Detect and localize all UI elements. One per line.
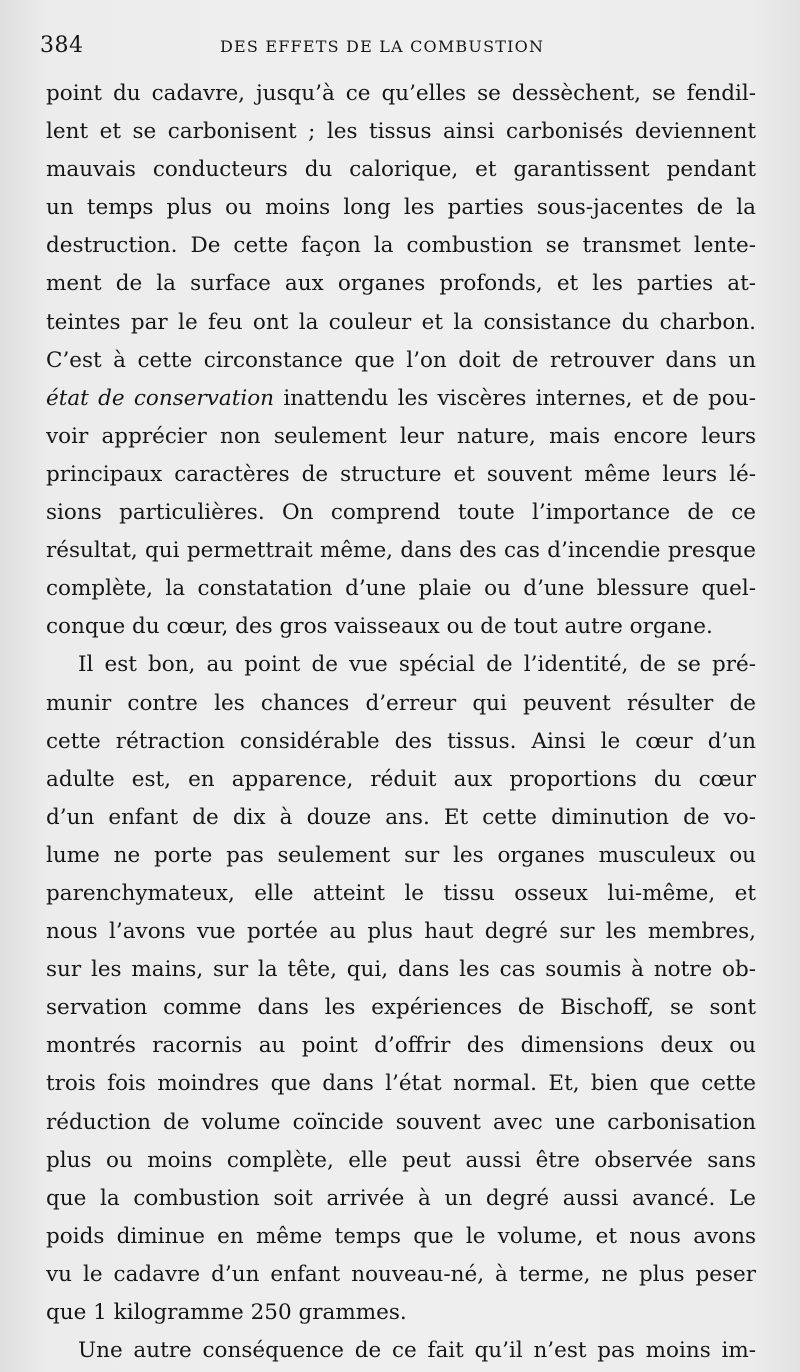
text-line: adulte est, en apparence, réduit aux proportions du cœur — [46, 766, 756, 792]
text-line: destruction. De cette façon la combustion se transmet lente- — [46, 233, 756, 259]
text-line: C’est à cette circonstance que l’on doit de retrouver dans un — [46, 347, 756, 373]
body-text — [46, 75, 756, 1370]
text-line: lent et se carbonisent ; les tissus ainsi carbonisés deviennent — [46, 119, 756, 145]
text-line: poids diminue en même temps que le volume, et nous avons — [46, 1223, 756, 1249]
running-title: DES EFFETS DE LA COMBUSTION — [220, 37, 545, 56]
text-line: que la combustion soit arrivée à un degré aussi avancé. Le — [46, 1185, 756, 1211]
text-line: complète, la constatation d’une plaie ou d’une blessure quel- — [46, 576, 756, 602]
text-line: nous l’avons vue portée au plus haut degré sur les membres, — [46, 919, 756, 945]
text-line-italic — [46, 380, 756, 418]
text-line: plus ou moins complète, elle peut aussi être observée sans — [46, 1147, 756, 1173]
page-header — [40, 33, 760, 63]
text-line: sur les mains, sur la tête, qui, dans les cas soumis à notre ob- — [46, 957, 756, 983]
text-line: conque du cœur, des gros vaisseaux ou de tout autre organe. — [46, 614, 713, 640]
paragraph-start: Une autre conséquence de ce fait qu’il n’est pas moins im- — [78, 1338, 756, 1364]
text-line: vu le cadavre d’un enfant nouveau-né, à terme, ne plus peser — [46, 1261, 756, 1287]
text-line: cette rétraction considérable des tissus. Ainsi le cœur d’un — [46, 728, 756, 754]
text-line: trois fois moindres que dans l’état normal. Et, bien que cette — [46, 1071, 756, 1097]
text-line: servation comme dans les expériences de Bischoff, se sont — [46, 995, 756, 1021]
text-line: ment de la surface aux organes profonds, et les parties at- — [46, 271, 756, 297]
paragraph-start: Il est bon, au point de vue spécial de l’identité, de se pré- — [78, 652, 756, 678]
text-line: voir apprécier non seulement leur nature, mais encore leurs — [46, 423, 756, 449]
text-line: munir contre les chances d’erreur qui peuvent résulter de — [46, 690, 756, 716]
text-line: point du cadavre, jusqu’à ce qu’elles se dessèchent, se fendil- — [46, 81, 756, 106]
text-line: un temps plus ou moins long les parties sous-jacentes de la — [46, 195, 756, 221]
text-line: lume ne porte pas seulement sur les organes musculeux ou — [46, 842, 756, 868]
italic-phrase: état de conservation — [46, 385, 275, 411]
page-number: 384 — [40, 33, 84, 58]
text-line: parenchymateux, elle atteint le tissu osseux lui-même, et — [46, 880, 756, 906]
text-line: principaux caractères de structure et souvent même leurs lé- — [46, 461, 756, 487]
text-line: teintes par le feu ont la couleur et la consistance du charbon. — [46, 309, 756, 335]
text-line: mauvais conducteurs du calorique, et garantissent pendant — [46, 157, 756, 183]
text-line: sions particulières. On comprend toute l’importance de ce — [46, 500, 756, 526]
text-line: résultat, qui permettrait même, dans des cas d’incendie presque — [46, 538, 756, 564]
text-line: d’un enfant de dix à douze ans. Et cette diminution de vo- — [46, 804, 756, 830]
text-line-rest: inattendu les viscères internes, et de pou- — [274, 385, 756, 411]
text-line: montrés racornis au point d’offrir des dimensions deux ou — [46, 1033, 756, 1059]
text-line: réduction de volume coïncide souvent avec une carbonisation — [46, 1109, 756, 1135]
text-line: que 1 kilogramme 250 grammes. — [46, 1300, 407, 1325]
